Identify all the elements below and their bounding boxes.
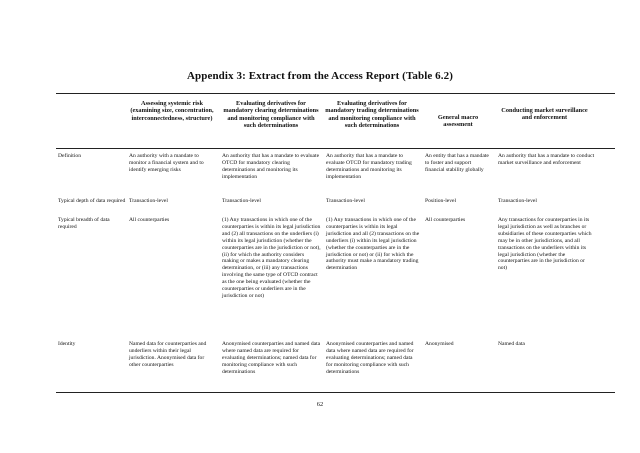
table-top-rule bbox=[56, 93, 615, 94]
column-header: Evaluating derivatives for mandatory clearing determinations and monitoring compliance with such determinations bbox=[223, 100, 319, 130]
column-header: Evaluating derivatives for mandatory trading determinations and monitoring compliance with such determinations bbox=[325, 100, 419, 130]
table-cell: An entity that has a mandate to foster and support financial stability globally bbox=[425, 153, 489, 173]
column-header: Conducting market surveillance and enforcement bbox=[501, 107, 588, 122]
column-header: General macro assessment bbox=[437, 114, 479, 129]
table-cell: Position-level bbox=[425, 198, 457, 204]
table-cell: Anonymised bbox=[425, 341, 454, 347]
table-header-rule bbox=[56, 148, 615, 149]
row-label: Typical breadth of data required bbox=[58, 217, 110, 230]
table-cell: An authority that has a mandate to evaluate OTCD for mandatory clearing determinations and monitoring its implementation bbox=[222, 153, 320, 180]
table-cell: An authority that has a mandate to evaluate OTCD for mandatory trading determinations and monitoring its implementation bbox=[326, 153, 412, 180]
table-cell: An authority with a mandate to monitor a financial system and to identify emerging risks bbox=[129, 153, 204, 173]
table-cell: An authority that has a mandate to conduct market surveillance and enforcement bbox=[498, 153, 595, 166]
table-cell: All counterparties bbox=[425, 217, 466, 223]
table-cell: Any transactions for counterparties in its legal jurisdiction as well as branches or subsidiaries of these counterparties which may be in other jurisdictions, and all transactions on the underliers within its legal jurisdiction (whether the counterparties are in the jurisdiction or not) bbox=[498, 217, 592, 272]
table-cell: Transaction-level bbox=[222, 198, 261, 204]
table-cell: All counterparties bbox=[129, 217, 170, 223]
table-cell: Anonymised counterparties and named data where named data are required for evaluating determinations; named data for monitoring compliance with such determinations bbox=[222, 341, 321, 375]
table-cell: Anonymised counterparties and named data where named data are required for evaluating determinations; named data for monitoring compliance with such determinations bbox=[326, 341, 414, 375]
table-cell: Transaction-level bbox=[326, 198, 365, 204]
page-number: 62 bbox=[316, 401, 324, 408]
page-title: Appendix 3: Extract from the Access Report (Table 6.2) bbox=[186, 70, 453, 82]
table-bottom-rule bbox=[56, 392, 615, 393]
column-header: Assessing systemic risk (examining size, concentration, interconnectedness, structure) bbox=[130, 100, 214, 122]
table-cell: Transaction-level bbox=[498, 198, 537, 204]
table-cell: (1) Any transactions in which one of the counterparties is within its legal jurisdiction and all (2) transactions on the underliers (i) within its legal jurisdiction (whether the counterparties are in the jurisdiction or not) or (ii) for which the authority must make a mandatory trading determination bbox=[326, 217, 420, 272]
table-cell: Transaction-level bbox=[129, 198, 168, 204]
row-label: Definition bbox=[58, 153, 81, 159]
table-cell: Named data for counterparties and underliers within their legal jurisdiction. Anonymised data for other counterparties bbox=[129, 341, 207, 368]
table-cell: Named data bbox=[498, 341, 525, 347]
row-label: Identity bbox=[58, 341, 76, 347]
row-label: Typical depth of data required bbox=[58, 198, 126, 204]
table-cell: (1) Any transactions in which one of the counterparties is within its legal jurisdiction and (2) all transactions on the underliers (i) within its legal jurisdiction (whether the counterparties are in the jurisdiction or not), (ii) for which the authority considers making or makes a mandatory clearing determination, or (iii) any transactions involving the same type of OTCD contract as the one being evaluated (whether the counterparties or underliers are in the jurisdiction or not) bbox=[222, 217, 321, 299]
